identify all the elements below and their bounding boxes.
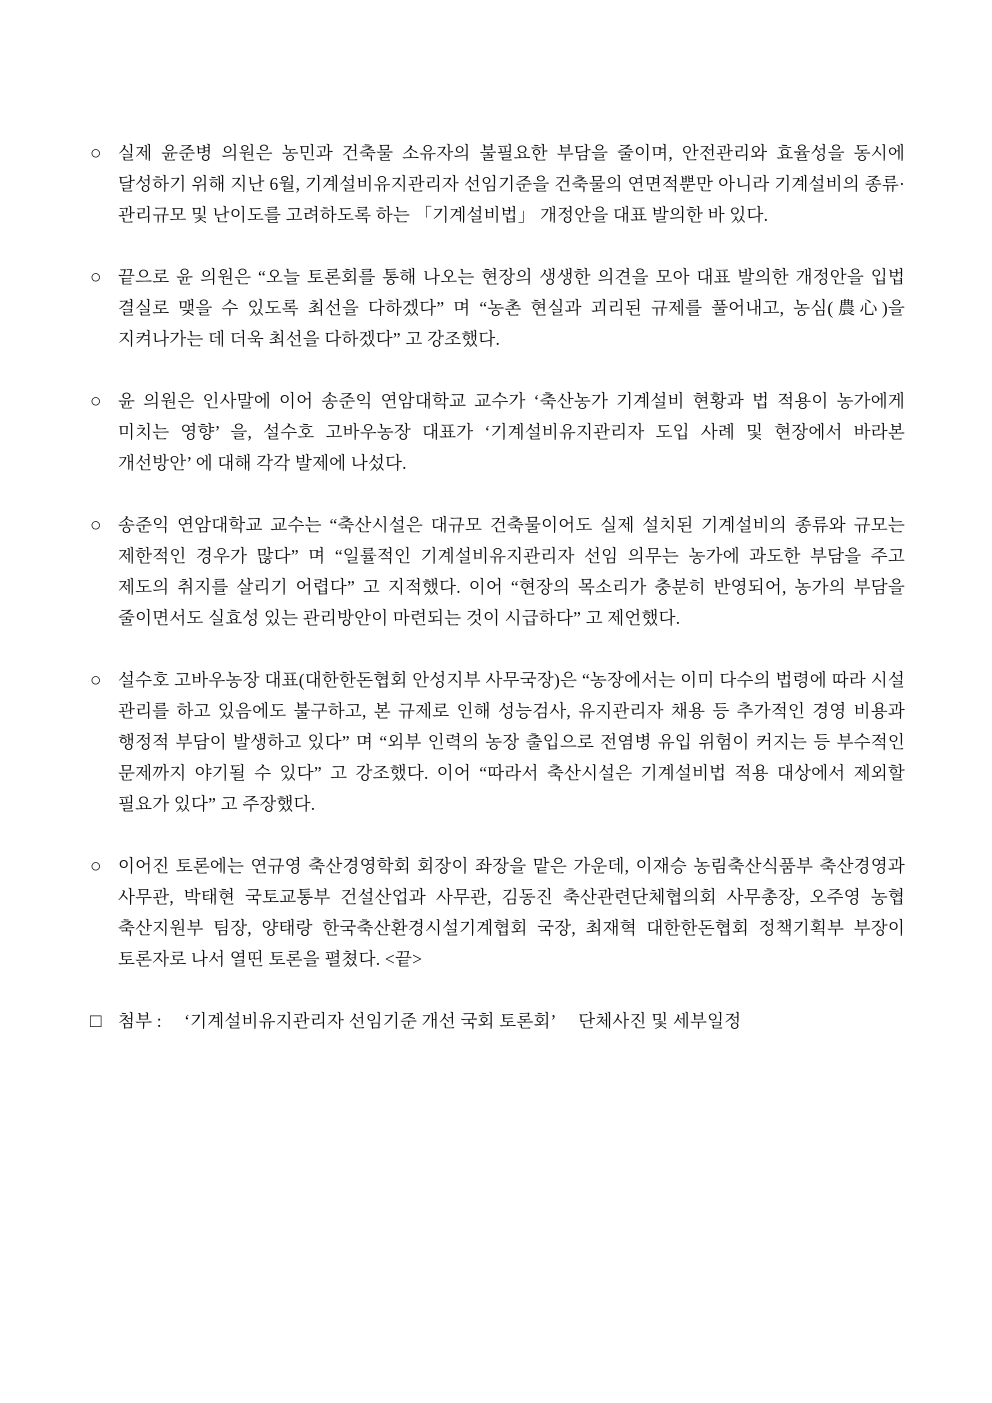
circle-bullet-icon: ○ — [90, 670, 102, 691]
paragraph-text: 실제 윤준병 의원은 농민과 건축물 소유자의 불필요한 부담을 줄이며, 안전관리와 효율성을 동시에 달성하기 위해 지난 6월, 기계설비유지관리자 선임기준을 건축물의 연면적뿐만 아니라 기계설비의 종류· 관리규모 및 난이도를 고려하도록 하는 「기계설비법」 개정안을 대표 발의한 바 있다. — [118, 143, 905, 225]
circle-bullet-icon: ○ — [90, 143, 102, 164]
attachment-line — [90, 1006, 905, 1037]
paragraph-text: 끝으로 윤 의원은 “오늘 토론회를 통해 나오는 현장의 생생한 의견을 모아 대표 발의한 개정안을 입법 결실로 맺을 수 있도록 최선을 다하겠다” 며 “농촌 현실과 괴리된 규제를 풀어내고, 농심(農心)을 지켜나가는 데 더욱 최선을 다하겠다” 고 강조했다. — [118, 267, 905, 349]
paragraph-text: 설수호 고바우농장 대표(대한한돈협회 안성지부 사무국장)은 “농장에서는 이미 다수의 법령에 따라 시설 관리를 하고 있음에도 불구하고, 본 규제로 인해 성능검사, 유지관리자 채용 등 추가적인 경영 비용과 행정적 부담이 발생하고 있다” 며 “외부 인력의 농장 출입으로 전염병 유입 위험이 커지는 등 부수적인 문제까지 야기될 수 있다” 고 강조했다. 이어 “따라서 축산시설은 기계설비법 적용 대상에서 제외할 필요가 있다” 고 주장했다. — [118, 670, 905, 814]
paragraph-text: 윤 의원은 인사말에 이어 송준익 연암대학교 교수가 ‘축산농가 기계설비 현황과 법 적용이 농가에게 미치는 영향’ 을, 설수호 고바우농장 대표가 ‘기계설비유지관리자 도입 사례 및 현장에서 바라본 개선방안’ 에 대해 각각 발제에 나섰다. — [118, 391, 905, 473]
circle-bullet-icon: ○ — [90, 515, 102, 536]
paragraph — [90, 510, 905, 634]
circle-bullet-icon: ○ — [90, 856, 102, 877]
paragraph-text: 송준익 연암대학교 교수는 “축산시설은 대규모 건축물이어도 실제 설치된 기계설비의 종류와 규모는 제한적인 경우가 많다” 며 “일률적인 기계설비유지관리자 선임 의무는 농가에 과도한 부담을 주고 제도의 취지를 살리기 어렵다” 고 지적했다. 이어 “현장의 목소리가 충분히 반영되어, 농가의 부담을 줄이면서도 실효성 있는 관리방안이 마련되는 것이 시급하다” 고 제언했다. — [118, 515, 905, 628]
attachment-text: 첨부 : ‘기계설비유지관리자 선임기준 개선 국회 토론회’ 단체사진 및 세부일정 — [118, 1011, 742, 1031]
circle-bullet-icon: ○ — [90, 391, 102, 412]
paragraph — [90, 262, 905, 355]
paragraph — [90, 665, 905, 820]
square-bullet-icon: □ — [90, 1011, 102, 1032]
paragraph-text: 이어진 토론에는 연규영 축산경영학회 회장이 좌장을 맡은 가운데, 이재승 농림축산식품부 축산경영과 사무관, 박태현 국토교통부 건설산업과 사무관, 김동진 축산관련단체협의회 사무총장, 오주영 농협 축산지원부 팀장, 양태랑 한국축산환경시설기계협회 국장, 최재혁 대한한돈협회 정책기획부 부장이 토론자로 나서 열띤 토론을 펼쳤다. <끝> — [118, 856, 905, 969]
paragraph — [90, 851, 905, 975]
paragraph — [90, 138, 905, 231]
paragraph — [90, 386, 905, 479]
circle-bullet-icon: ○ — [90, 267, 102, 288]
